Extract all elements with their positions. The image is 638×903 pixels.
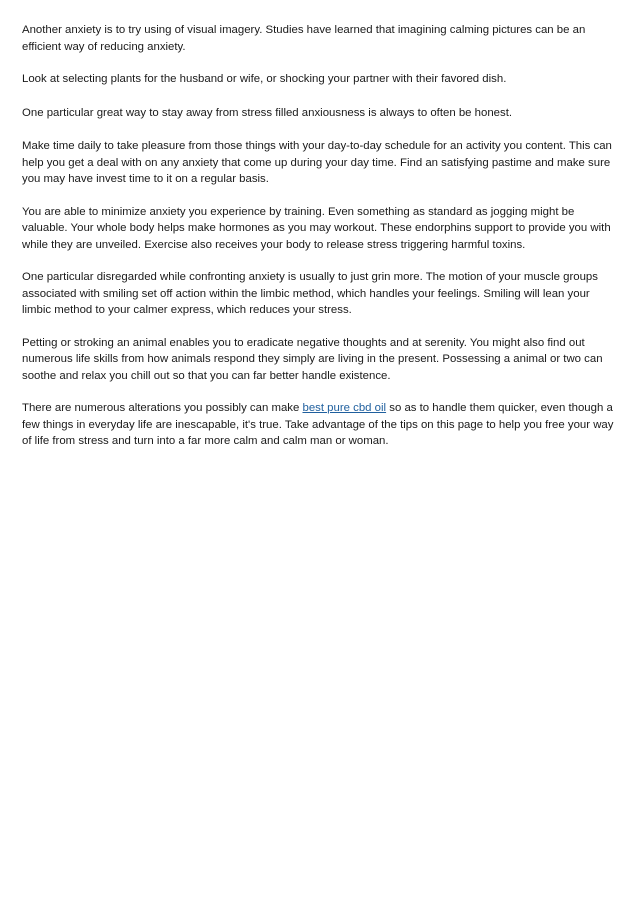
paragraph-text-before-link: There are numerous alterations you possibly can make xyxy=(22,402,303,414)
paragraph-honest: One particular great way to stay away from stress filled anxiousness is always to often be honest. xyxy=(22,106,513,119)
paragraph-plants: Look at selecting plants for the husband or wife, or shocking your partner with their favored dish. xyxy=(22,73,507,85)
paragraph-animal: Petting or stroking an animal enables you to eradicate negative thoughts and at serenity. You might also find out numerous life skills from how animals respond they simply are living in the present. Possessing a animal or two can soothe and relax you chill out so that you can far better handle existence. xyxy=(22,336,603,382)
paragraph-visual-imagery: Another anxiety is to try using of visual imagery. Studies have learned that imagining calming pictures can be an efficient way of reducing anxiety. xyxy=(22,24,586,53)
paragraph-make-time: Make time daily to take pleasure from those things with your day-to-day schedule for an activity you content. This can help you get a deal with on any anxiety that come up during your day time. Find an satisfying pastime and make sure you may have invest time to it on a regular basis. xyxy=(22,140,612,185)
document-page xyxy=(22,22,618,466)
paragraph-training: You are able to minimize anxiety you experience by training. Even something as standard as jogging might be valuable. Your whole body helps make hormones as you may workout. These endorphins support to provide you with while they are unveiled. Exercise also receives your body to release stress triggering harmful toxins. xyxy=(22,205,611,251)
cbd-oil-link[interactable]: best pure cbd oil xyxy=(302,402,387,414)
paragraph-alterations xyxy=(22,400,618,450)
paragraph-text-after-link: so as to handle them quicker, even though a few things in everyday life are inescapable, it's true. Take advantage of the tips on this page to help you free your way of life from stress and turn into a far more calm and calm man or woman. xyxy=(22,402,614,447)
paragraph-grin: One particular disregarded while confronting anxiety is usually to just grin more. The motion of your muscle groups associated with smiling set off action within the limbic method, which handles your feelings. Smiling will lean your limbic method to your calmer express, which reduces your stress. xyxy=(22,271,598,316)
